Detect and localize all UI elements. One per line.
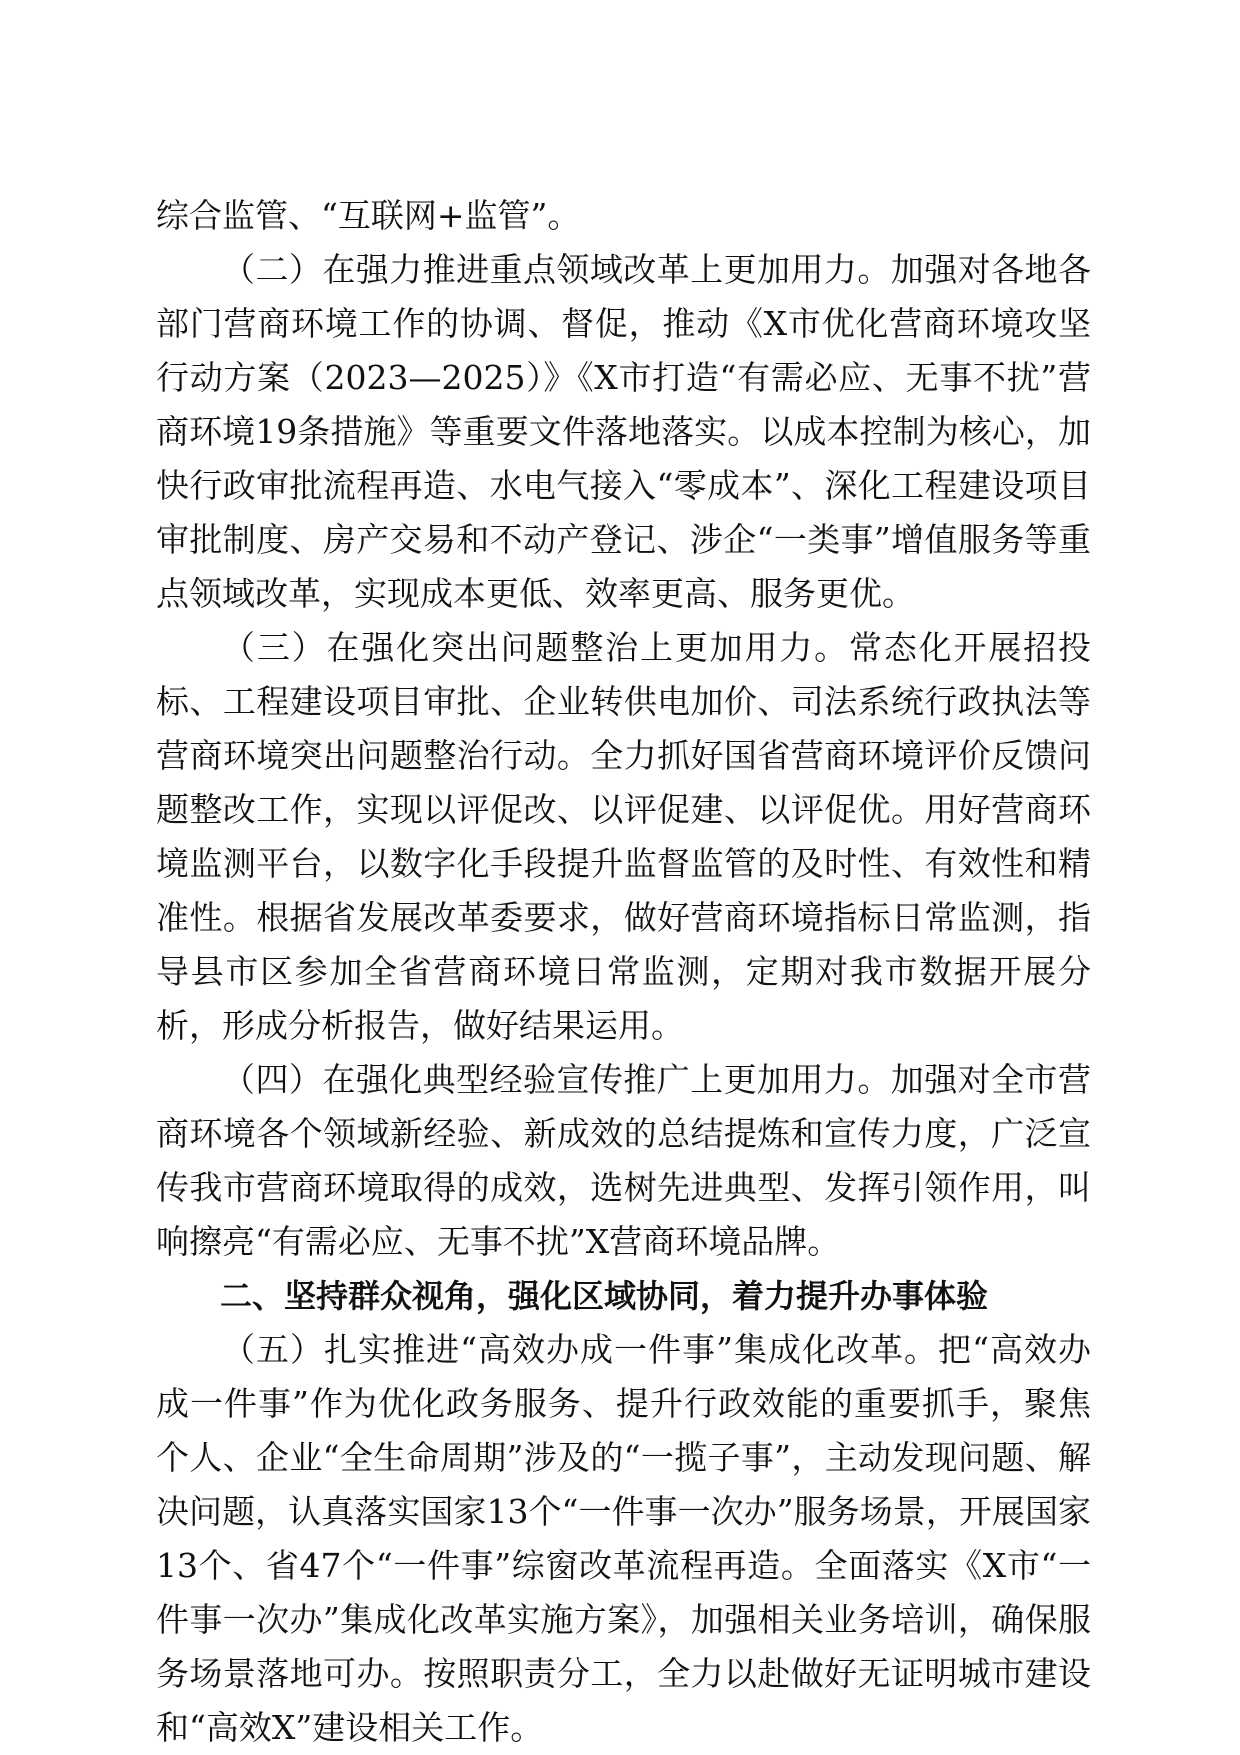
document-body	[156, 189, 1091, 1755]
paragraph-section-4: （四）在强化典型经验宣传推广上更加用力。加强对全市营商环境各个领域新经验、新成效的总结提炼和宣传力度，广泛宣传我市营商环境取得的成效，选树先进典型、发挥引领作用，叫响擦亮“有需必应、无事不扰”X营商环境品牌。	[156, 1060, 1091, 1261]
paragraph-section-3: （三）在强化突出问题整治上更加用力。常态化开展招投标、工程建设项目审批、企业转供电加价、司法系统行政执法等营商环境突出问题整治行动。全力抓好国省营商环境评价反馈问题整改工作，实现以评促改、以评促建、以评促优。用好营商环境监测平台，以数字化手段提升监督监管的及时性、有效性和精准性。根据省发展改革委要求，做好营商环境指标日常监测，指导县市区参加全省营商环境日常监测，定期对我市数据开展分析，形成分析报告，做好结果运用。	[156, 628, 1091, 1045]
paragraph-section-5: （五）扎实推进“高效办成一件事”集成化改革。把“高效办成一件事”作为优化政务服务、提升行政效能的重要抓手，聚焦个人、企业“全生命周期”涉及的“一揽子事”，主动发现问题、解决问题，认真落实国家13个“一件事一次办”服务场景，开展国家13个、省47个“一件事”综窗改革流程再造。全面落实《X市“一件事一次办”集成化改革实施方案》，加强相关业务培训，确保服务场景落地可办。按照职责分工，全力以赴做好无证明城市建设和“高效X”建设相关工作。	[156, 1330, 1091, 1747]
section-heading-2: 二、坚持群众视角，强化区域协同，着力提升办事体验	[220, 1277, 989, 1315]
paragraph-continuation: 综合监管、“互联网+监管”。	[156, 196, 581, 235]
paragraph-section-2: （二）在强力推进重点领域改革上更加用力。加强对各地各部门营商环境工作的协调、督促，推动《X市优化营商环境攻坚行动方案（2023—2025）》《X市打造“有需必应、无事不扰”营商环境19条措施》等重要文件落地落实。以成本控制为核心，加快行政审批流程再造、水电气接入“零成本”、深化工程建设项目审批制度、房产交易和不动产登记、涉企“一类事”增值服务等重点领域改革，实现成本更低、效率更高、服务更优。	[156, 250, 1091, 613]
